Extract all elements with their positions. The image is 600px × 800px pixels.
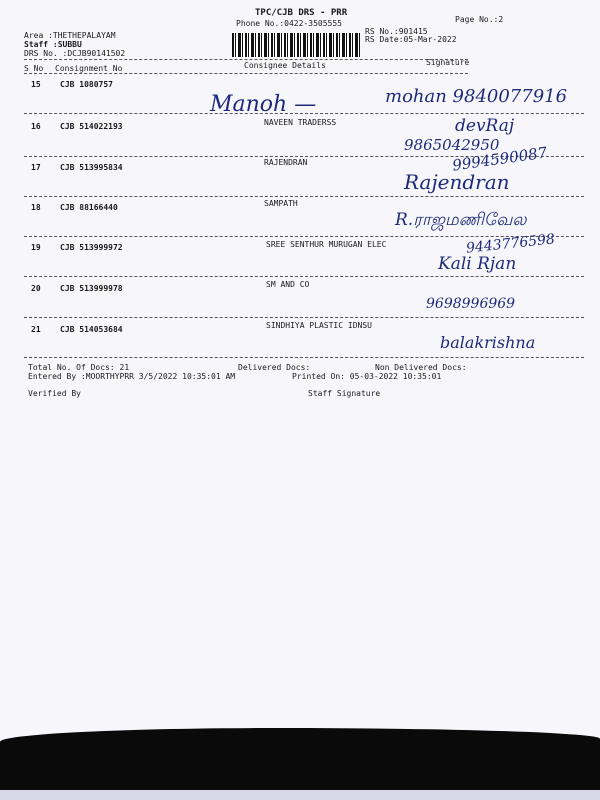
handwritten-signature: devRaj (455, 116, 515, 136)
handwritten-signature: Rajendran (404, 170, 510, 194)
handwritten-signature: 9698996969 (426, 296, 516, 312)
row-consignment: CJB 514022193 (60, 122, 123, 131)
barcode-image (232, 33, 360, 57)
row-consignment: CJB 514053684 (60, 325, 123, 334)
column-header-divider (24, 73, 468, 74)
row-sno: 19 (31, 243, 41, 252)
entered-by: Entered By :MOORTHYPRR 3/5/2022 10:35:01 AM (28, 372, 236, 381)
total-docs: Total No. Of Docs: 21 (28, 363, 130, 372)
row-sno: 18 (31, 203, 41, 212)
row-sno: 20 (31, 284, 41, 293)
document-title: TPC/CJB DRS - PRR (255, 8, 348, 18)
row-sno: 17 (31, 163, 41, 172)
row-consignment: CJB 1080757 (60, 80, 113, 89)
col-header-sno: S No (24, 64, 44, 73)
row-consignment: CJB 88166440 (60, 203, 118, 212)
page-number: Page No.:2 (455, 15, 504, 24)
printed-on: Printed On: 05-03-2022 10:35:01 (292, 372, 442, 381)
row-consignee: SAMPATH (264, 199, 298, 208)
handwritten-signature: 9443776598 (465, 231, 556, 257)
rs-date: RS Date:05-Mar-2022 (365, 35, 457, 44)
handwritten-signature: Kali Rjan (438, 254, 517, 274)
handwritten-signature: Manoh — (210, 92, 317, 117)
verified-by: Verified By (28, 389, 81, 398)
row-consignment: CJB 513995834 (60, 163, 123, 172)
row-divider (24, 317, 584, 318)
col-header-consignment: Consignment No (55, 64, 123, 73)
row-consignee: SINDHIYA PLASTIC IDNSU (266, 321, 372, 330)
handwritten-signature: R.ராஜமணிவேல (395, 210, 527, 230)
row-sno: 16 (31, 122, 41, 131)
handwritten-signature: mohan 9840077916 (385, 86, 568, 107)
row-divider (24, 276, 584, 277)
drs-number: DRS No. :DCJB90141502 (24, 49, 126, 58)
handwritten-signature: balakrishna (440, 333, 536, 352)
col-header-signature: Signature (426, 58, 470, 67)
handwritten-signature: 9994590087 (451, 143, 549, 175)
row-consignee: NAVEEN TRADERSS (264, 118, 337, 127)
row-consignee: SREE SENTHUR MURUGAN ELEC (266, 240, 387, 249)
delivered-docs: Delivered Docs: (238, 363, 311, 372)
row-divider (24, 357, 584, 358)
staff-label: Staff :SUBBU (24, 40, 82, 49)
scan-edge (0, 790, 600, 800)
phone-number: Phone No.:0422-3505555 (236, 19, 342, 28)
rs-number: RS No.:901415 (365, 27, 428, 36)
area-label: Area :THETHEPALAYAM (24, 31, 116, 40)
header-divider (24, 59, 468, 60)
row-consignee: RAJENDRAN (264, 158, 308, 167)
row-sno: 21 (31, 325, 41, 334)
row-consignment: CJB 513999978 (60, 284, 123, 293)
non-delivered-docs: Non Delivered Docs: (375, 363, 467, 372)
col-header-consignee: Consignee Details (244, 61, 326, 70)
row-sno: 15 (31, 80, 41, 89)
row-consignee: SM AND CO (266, 280, 310, 289)
row-divider (24, 196, 584, 197)
row-consignment: CJB 513999972 (60, 243, 123, 252)
handwritten-signature: 9865042950 (404, 136, 500, 154)
staff-signature: Staff Signature (308, 389, 381, 398)
